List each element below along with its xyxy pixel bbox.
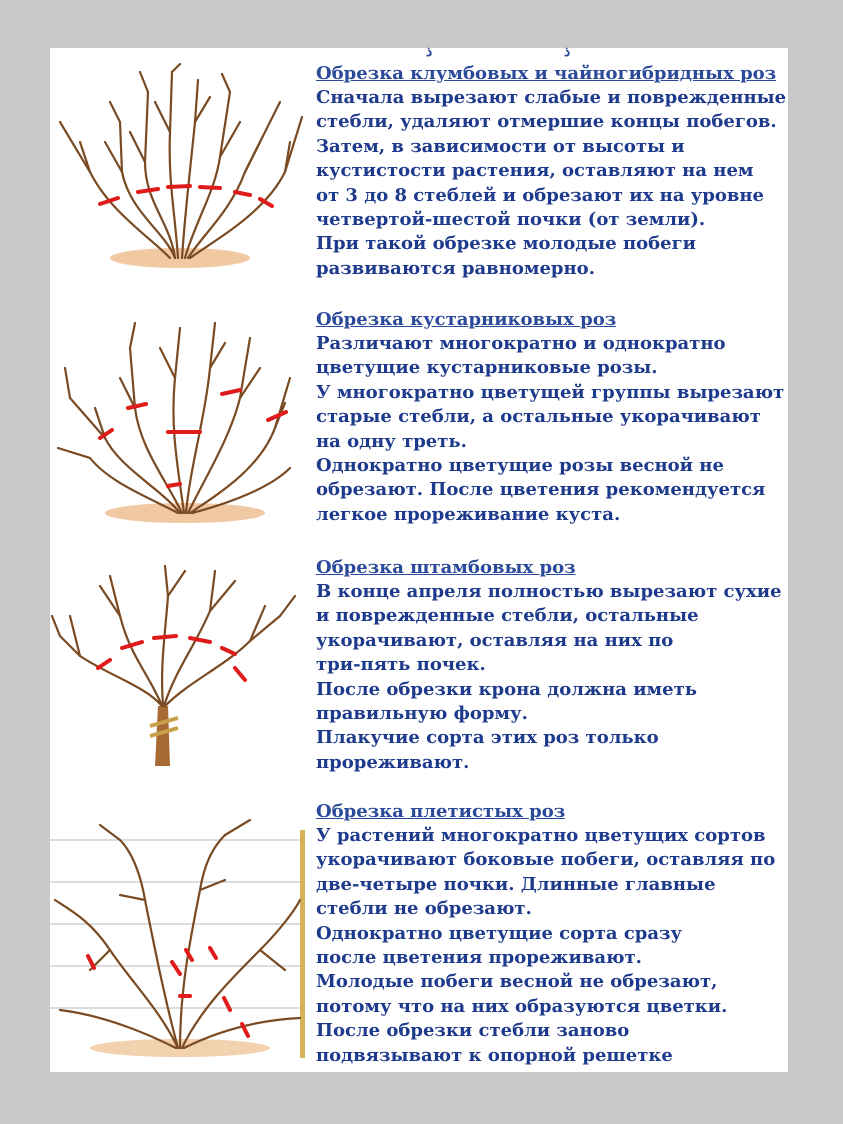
text-line: потому что на них образуются цветки. (316, 995, 728, 1017)
section-text (316, 62, 786, 281)
text-line: старые стебли, а остальные укорачивают (316, 406, 761, 428)
text-line: В конце апреля полностью вырезают сухие (316, 581, 782, 602)
document-sheet (50, 44, 788, 1072)
section-standard-roses (50, 556, 788, 796)
section-climbing-roses (50, 800, 788, 1070)
text-line: Сначала вырезают слабые и поврежденные (316, 87, 787, 108)
text-line: на одну треть. (316, 430, 467, 452)
text-line: подвязывают к опорной решетке (316, 1044, 673, 1066)
text-line: четвертой-шестой почки (от земли). (316, 209, 706, 231)
text-line: стебли, удаляют отмершие концы побегов. (316, 111, 777, 133)
text-line: Плакучие сорта этих роз только (316, 727, 659, 749)
section-text (316, 308, 786, 527)
text-line: Затем, в зависимости от высоты и (316, 135, 685, 157)
text-line: три-пять почек. (316, 654, 486, 676)
text-line: прореживают. (316, 751, 470, 773)
climbing-rose-pruning-illustration (50, 800, 312, 1060)
section-shrub-roses (50, 308, 788, 538)
text-line: две-четыре почки. Длинные главные (316, 873, 716, 895)
text-line: развиваются равномерно. (316, 257, 595, 279)
text-line: правильную форму. (316, 703, 528, 725)
text-line: После обрезки крона должна иметь (316, 678, 698, 700)
text-line: Однократно цветущие розы весной не (316, 455, 724, 477)
section-title: Обрезка кустарниковых роз (316, 309, 617, 330)
standard-rose-pruning-illustration (50, 556, 310, 776)
text-line: После обрезки стебли заново (316, 1020, 630, 1042)
text-line: У многократно цветущей группы вырезают (316, 381, 785, 403)
text-line: Различают многократно и однократно (316, 333, 726, 354)
decorative-mark: ذ (426, 44, 433, 60)
text-line: У растений многократно цветущих сортов (316, 825, 766, 846)
text-line: легкое прореживание куста. (316, 503, 621, 525)
text-line: цветущие кустарниковые розы. (316, 357, 658, 379)
shrub-rose-pruning-illustration (50, 308, 310, 528)
text-line: после цветения прореживают. (316, 947, 642, 969)
text-line: от 3 до 8 стеблей и обрезают их на уровне (316, 184, 765, 206)
text-line: обрезают. После цветения рекомендуется (316, 479, 766, 501)
text-line: укорачивают боковые побеги, оставляя по (316, 849, 776, 871)
section-title: Обрезка штамбовых роз (316, 557, 576, 578)
text-line: Молодые побеги весной не обрезают, (316, 971, 718, 993)
section-bed-roses (50, 62, 788, 302)
section-title: Обрезка плетистых роз (316, 801, 566, 822)
text-line: укорачивают, оставляя на них по (316, 629, 674, 651)
text-line: кустистости растения, оставляют на нем (316, 160, 754, 182)
section-title: Обрезка клумбовых и чайногибридных роз (316, 63, 777, 84)
text-line: Однократно цветущие сорта сразу (316, 922, 683, 944)
bed-rose-pruning-illustration (50, 62, 310, 282)
decorative-mark: ذ (564, 44, 571, 60)
text-line: и поврежденные стебли, остальные (316, 605, 699, 627)
text-line: стебли не обрезают. (316, 898, 532, 920)
section-text (316, 800, 786, 1068)
section-text (316, 556, 786, 775)
text-line: При такой обрезке молодые побеги (316, 233, 697, 255)
